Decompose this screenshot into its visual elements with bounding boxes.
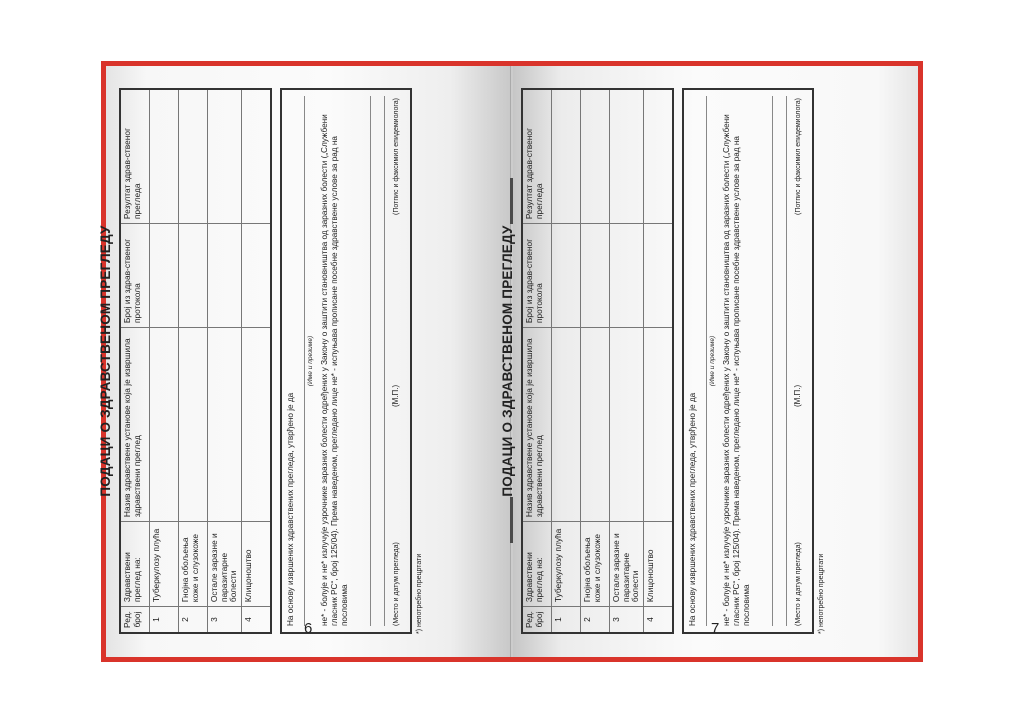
- row-label: Туберкулозу плућа: [150, 522, 179, 607]
- stamp-label: (М.П.): [792, 384, 802, 407]
- empty-cell: [552, 224, 581, 328]
- row-label: Клицоноштво: [643, 522, 673, 607]
- table-row: [610, 89, 644, 633]
- table-row: [208, 89, 242, 633]
- empty-cell: [179, 328, 208, 522]
- row-number: 2: [179, 607, 208, 633]
- empty-cell: [610, 328, 644, 522]
- col-header-protocol: Број из здрав-ственог протокола: [120, 224, 150, 328]
- col-header-institution: Назив здравствене установе која је извршила здравствени преглед: [120, 328, 150, 522]
- row-label: Туберкулозу плућа: [552, 522, 581, 607]
- empty-cell: [241, 89, 271, 224]
- name-hint: (Име и презиме): [306, 335, 314, 387]
- stamp-label: (М.П.): [390, 384, 400, 407]
- name-line: [706, 96, 707, 626]
- empty-cell: [643, 224, 673, 328]
- name-hint: (Име и презиме): [708, 335, 716, 387]
- empty-cell: [581, 89, 610, 224]
- empty-cell: [610, 89, 644, 224]
- empty-cell: [581, 328, 610, 522]
- right-page: [500, 66, 918, 657]
- col-header-exam: Здравствени преглед на:: [522, 522, 552, 607]
- exam-table: [521, 88, 674, 634]
- row-number: 1: [552, 607, 581, 633]
- empty-cell: [208, 224, 242, 328]
- col-header-exam: Здравствени преглед на:: [120, 522, 150, 607]
- left-page: [98, 66, 511, 657]
- empty-cell: [150, 328, 179, 522]
- row-label: Гнојна обољења коже и слузокоже: [581, 522, 610, 607]
- empty-cell: [150, 89, 179, 224]
- signature-label: (Потпис и факсимил епидемиолога): [794, 98, 802, 215]
- empty-cell: [150, 224, 179, 328]
- row-label: Остале заразне и паразитарне болести: [208, 522, 242, 607]
- table-row: [552, 89, 581, 633]
- col-header-number: Ред. број: [522, 607, 552, 633]
- col-header-number: Ред. број: [120, 607, 150, 633]
- page-number: 7: [711, 620, 720, 637]
- page-number: 6: [304, 620, 313, 637]
- empty-cell: [643, 328, 673, 522]
- table-header-row: [120, 89, 150, 633]
- empty-cell: [610, 224, 644, 328]
- row-number: 1: [150, 607, 179, 633]
- empty-cell: [552, 89, 581, 224]
- row-label: Клицоноштво: [241, 522, 271, 607]
- table-row: [643, 89, 673, 633]
- intro-text: На основу извршених здравствених прегледа, утврђено је да: [285, 392, 295, 626]
- row-number: 3: [208, 607, 242, 633]
- table-row: [241, 89, 271, 633]
- empty-cell: [179, 89, 208, 224]
- blank-line: [772, 96, 773, 626]
- blank-line: [370, 96, 371, 626]
- place-date-label: (Место и датум прегледа): [794, 542, 802, 626]
- signature-label: (Потпис и факсимил епидемиолога): [392, 98, 400, 215]
- col-header-result: Резултат здрав-ственог прегледа: [120, 89, 150, 224]
- table-header-row: [522, 89, 552, 633]
- statement-paragraph: не* - болује и не* излучује узрочнике заразних болести одређених у Закону о заштити становништва од заразних болести („Службени гласник РС“, број 125/04). Према наведеном, прегледано лице не* - испуњава прописане посебне здравствене услове за рад на пословима: [721, 114, 751, 626]
- row-number: 4: [643, 607, 673, 633]
- row-label: Остале заразне и паразитарне болести: [610, 522, 644, 607]
- empty-cell: [241, 328, 271, 522]
- empty-cell: [643, 89, 673, 224]
- certificate-box: [682, 88, 814, 634]
- col-header-institution: Назив здравствене установе која је извршила здравствени преглед: [522, 328, 552, 522]
- right-page-content: [492, 88, 890, 634]
- statement-paragraph: не* - болује и не* излучује узрочнике заразних болести одређених у Закону о заштити становништва од заразних болести („Службени гласник РС“, број 125/04). Према наведеном, прегледано лице не* - испуњава прописане посебне здравствене услове за рад на пословима: [319, 114, 349, 626]
- table-row: [150, 89, 179, 633]
- col-header-result: Резултат здрав-ственог прегледа: [522, 89, 552, 224]
- blank-line: [384, 96, 385, 626]
- table-row: [179, 89, 208, 633]
- exam-table: [119, 88, 272, 634]
- empty-cell: [581, 224, 610, 328]
- blank-line: [786, 96, 787, 626]
- row-number: 3: [610, 607, 644, 633]
- page-title: ПОДАЦИ О ЗДРАВСТВЕНОМ ПРЕГЛЕДУ: [98, 225, 113, 497]
- row-number: 4: [241, 607, 271, 633]
- col-header-protocol: Број из здрав-ственог протокола: [522, 224, 552, 328]
- place-date-label: (Место и датум прегледа): [392, 542, 400, 626]
- empty-cell: [208, 328, 242, 522]
- empty-cell: [241, 224, 271, 328]
- footnote: *) непотребно прецртати: [415, 553, 423, 634]
- empty-cell: [552, 328, 581, 522]
- empty-cell: [179, 224, 208, 328]
- left-page-content: [90, 88, 488, 634]
- name-line: [304, 96, 305, 626]
- row-label: Гнојна обољења коже и слузокоже: [179, 522, 208, 607]
- empty-cell: [208, 89, 242, 224]
- intro-text: На основу извршених здравствених прегледа, утврђено је да: [687, 392, 697, 626]
- footnote: *) непотребно прецртати: [817, 553, 825, 634]
- row-number: 2: [581, 607, 610, 633]
- certificate-box: [280, 88, 412, 634]
- page-title: ПОДАЦИ О ЗДРАВСТВЕНОМ ПРЕГЛЕДУ: [500, 225, 515, 497]
- table-row: [581, 89, 610, 633]
